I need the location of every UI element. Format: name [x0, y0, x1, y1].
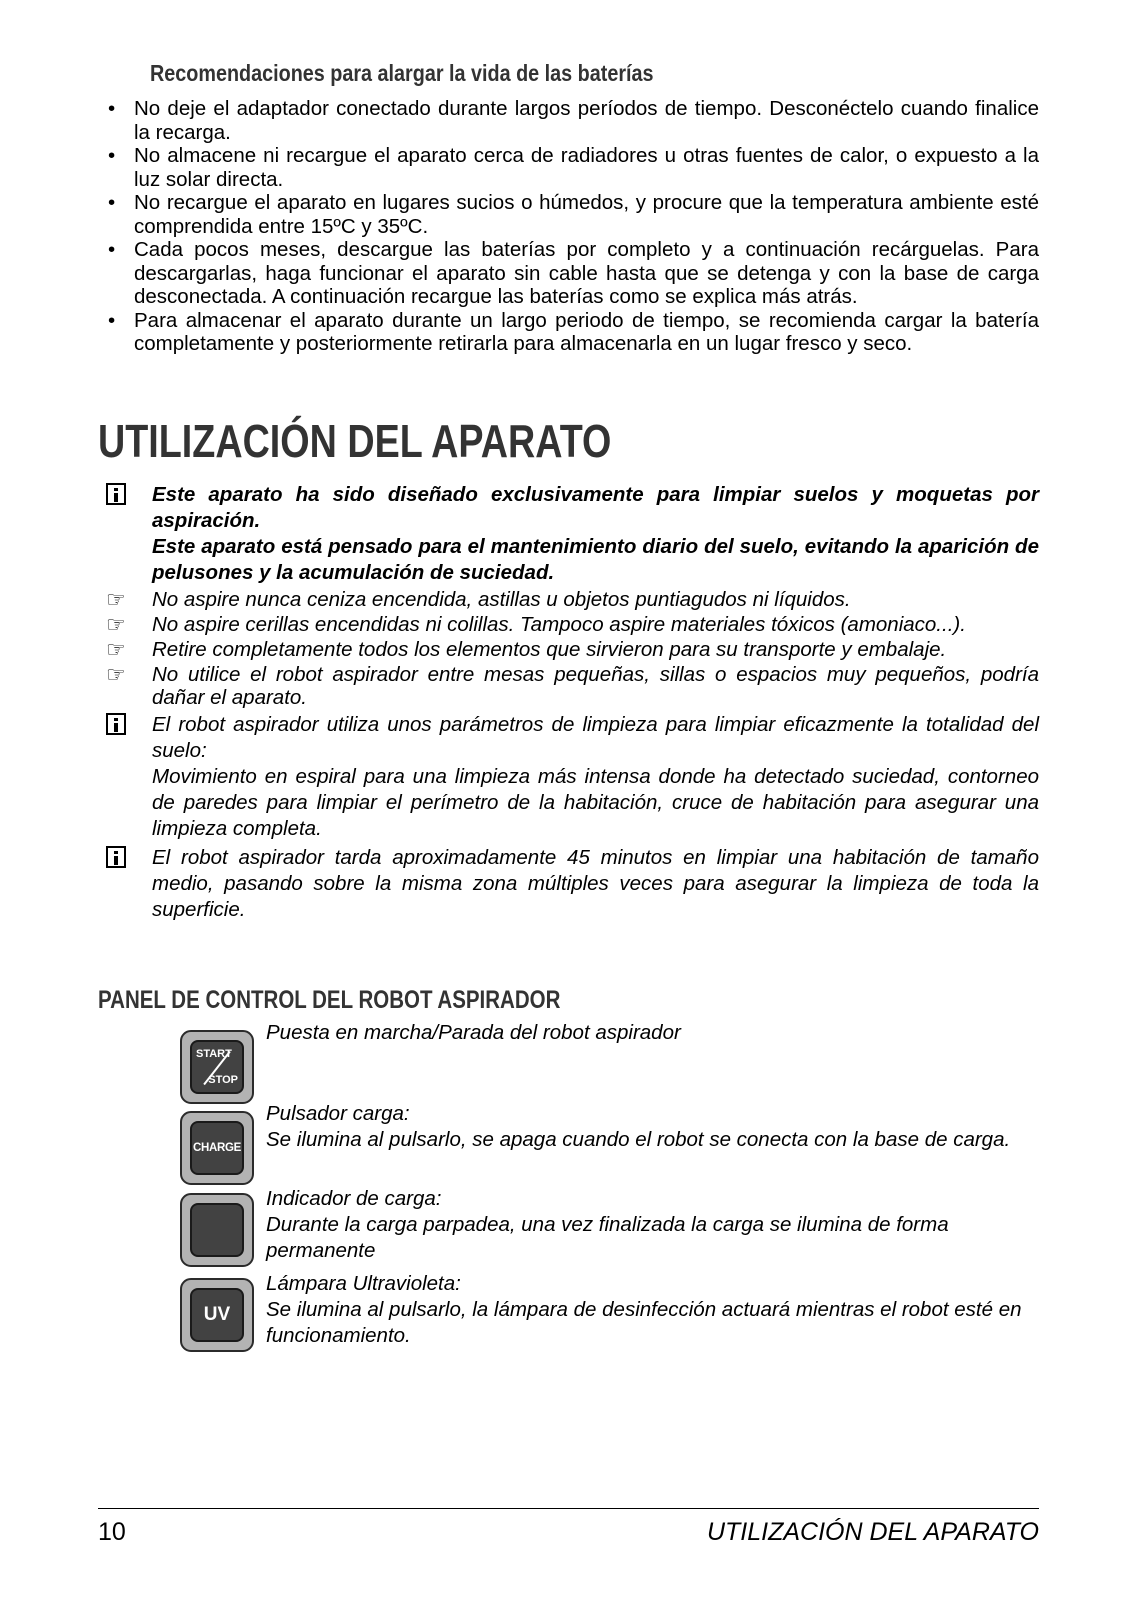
pointing-hand-icon: ☞	[106, 637, 126, 662]
warning-note	[106, 663, 1039, 709]
section-title: UTILIZACIÓN DEL APARATO	[98, 415, 612, 467]
stop-label: STOP	[208, 1074, 238, 1086]
bullet-icon: •	[108, 238, 116, 261]
start-label: START	[196, 1048, 232, 1060]
battery-recommendations-list	[104, 97, 1039, 356]
page-number: 10	[98, 1518, 126, 1546]
bullet-icon: •	[108, 144, 116, 167]
list-item-text: Cada pocos meses, descargue las baterías por completo y a continuación recárguelas. Para descargarlas, haga funcionar el aparato sin cable hasta que se detenga y con la base de carga desconectada. A continuación recargue las baterías como se explica más atrás.	[134, 238, 1039, 308]
uv-button-label: UV	[190, 1288, 244, 1342]
charge-button-label: CHARGE	[190, 1121, 244, 1175]
info-icon	[106, 483, 126, 505]
pointing-hand-icon: ☞	[106, 612, 126, 637]
battery-recommendations-heading: Recomendaciones para alargar la vida de las baterías	[150, 60, 654, 86]
info-note	[106, 845, 1039, 923]
list-item	[104, 309, 1039, 356]
uv-button	[180, 1278, 254, 1352]
info-note-text: Este aparato está pensado para el mantenimiento diario del suelo, evitando la aparición de pelusones y la acumulación de suciedad.	[152, 535, 1039, 584]
info-note	[106, 482, 1039, 586]
pointing-hand-icon: ☞	[106, 587, 126, 612]
list-item	[104, 238, 1039, 309]
start-stop-description	[266, 1020, 1041, 1046]
uv-title: Lámpara Ultravioleta:	[266, 1272, 461, 1295]
warning-note-text: Retire completamente todos los elementos que sirvieron para su transporte y embalaje.	[152, 638, 947, 661]
charge-button	[180, 1111, 254, 1185]
bullet-icon: •	[108, 191, 116, 214]
list-item	[104, 191, 1039, 238]
charge-indicator-title: Indicador de carga:	[266, 1187, 442, 1210]
bullet-icon: •	[108, 308, 116, 332]
start-stop-text: Puesta en marcha/Parada del robot aspirador	[266, 1021, 681, 1044]
info-note	[106, 712, 1039, 842]
warning-note	[106, 613, 1039, 636]
start-stop-button	[180, 1030, 254, 1104]
list-item	[104, 144, 1039, 191]
charge-description	[266, 1101, 1041, 1153]
bullet-icon: •	[108, 97, 116, 120]
charge-indicator-text: Durante la carga parpadea, una vez finalizada la carga se ilumina de forma permanente	[266, 1213, 949, 1262]
info-note-text: El robot aspirador tarda aproximadamente 45 minutos en limpiar una habitación de tamaño medio, pasando sobre la misma zona múltiples veces para asegurar la limpieza de toda la superficie.	[152, 846, 1039, 921]
charge-indicator-face	[190, 1203, 244, 1257]
charge-indicator	[180, 1193, 254, 1267]
charge-title: Pulsador carga:	[266, 1102, 410, 1125]
uv-description	[266, 1271, 1041, 1349]
info-note-text: Este aparato ha sido diseñado exclusivamente para limpiar suelos y moquetas por aspiración.	[152, 483, 1039, 532]
warning-note	[106, 638, 1039, 661]
usage-notes	[106, 482, 1039, 923]
info-note-text: Movimiento en espiral para una limpieza más intensa donde ha detectado suciedad, contorneo de paredes para limpiar el perímetro de la habitación, cruce de habitación para asegurar una limpieza completa.	[152, 765, 1039, 840]
charge-indicator-description	[266, 1186, 1041, 1264]
list-item-text: No almacene ni recargue el aparato cerca de radiadores u otras fuentes de calor, o expuesto a la luz solar directa.	[134, 144, 1039, 191]
list-item-text: No deje el adaptador conectado durante largos períodos de tiempo. Desconéctelo cuando finalice la recarga.	[134, 97, 1039, 144]
uv-text: Se ilumina al pulsarlo, la lámpara de desinfección actuará mientras el robot esté en funcionamiento.	[266, 1298, 1022, 1347]
list-item-text: Para almacenar el aparato durante un largo periodo de tiempo, se recomienda cargar la batería completamente y posteriormente retirarla para almacenarla en un lugar fresco y seco.	[134, 308, 1039, 355]
warning-note	[106, 588, 1039, 611]
start-stop-button-face	[190, 1040, 244, 1094]
control-panel-heading: PANEL DE CONTROL DEL ROBOT ASPIRADOR	[98, 986, 561, 1014]
info-note-text: El robot aspirador utiliza unos parámetros de limpieza para limpiar eficazmente la totalidad del suelo:	[152, 713, 1039, 762]
warning-note-text: No aspire cerillas encendidas ni colillas. Tampoco aspire materiales tóxicos (amoniaco...).	[152, 613, 966, 636]
charge-text: Se ilumina al pulsarlo, se apaga cuando el robot se conecta con la base de carga.	[266, 1128, 1011, 1151]
list-item	[104, 97, 1039, 144]
footer-divider	[98, 1508, 1039, 1509]
warning-note-text: No utilice el robot aspirador entre mesas pequeñas, sillas o espacios muy pequeños, podría dañar el aparato.	[152, 663, 1039, 709]
pointing-hand-icon: ☞	[106, 662, 126, 687]
warning-note-text: No aspire nunca ceniza encendida, astillas u objetos puntiagudos ni líquidos.	[152, 588, 851, 611]
footer-section-title: UTILIZACIÓN DEL APARATO	[706, 1518, 1039, 1546]
info-icon	[106, 846, 126, 868]
list-item-text: No recargue el aparato en lugares sucios o húmedos, y procure que la temperatura ambiente esté comprendida entre 15ºC y 35ºC.	[134, 191, 1039, 238]
info-icon	[106, 713, 126, 735]
